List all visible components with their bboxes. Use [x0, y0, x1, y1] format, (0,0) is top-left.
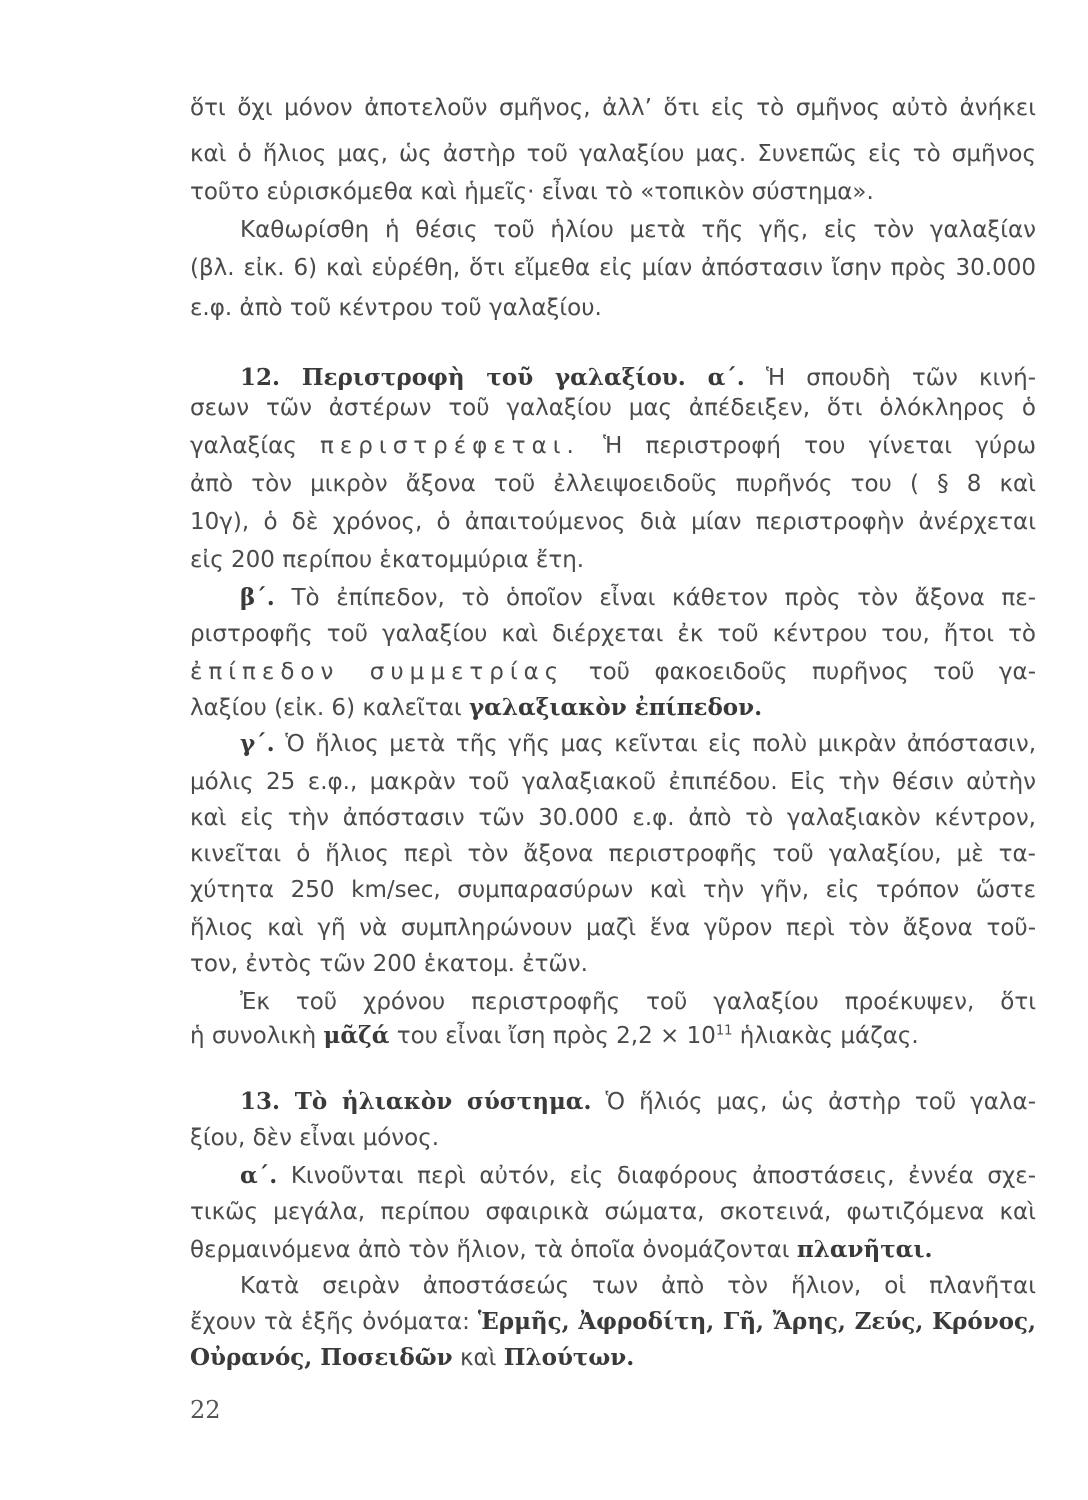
- text-line: ἡ συνολικὴ μᾶζά του εἶναι ἴση πρὸς $2,2 \times 10^{11}$ ἡλιακὰς μάζας.: [190, 1022, 919, 1049]
- text-line: καὶ ὁ ἥλιος μας, ὡς ἀστὴρ τοῦ γαλαξίου μας. Συνεπῶς εἰς τὸ σμῆνος: [190, 141, 1036, 167]
- text-line: κινεῖται ὁ ἥλιος περὶ τὸν ἄξονα περιστροφῆς τοῦ γαλαξίου, μὲ τα-: [190, 841, 1036, 867]
- text-line: ἀπὸ τὸν μικρὸν ἄξονα τοῦ ἐλλειψοειδοῦς πυρῆνός του ( § 8 καὶ: [190, 471, 1036, 497]
- text-line: ὅτι ὄχι μόνον ἀποτελοῦν σμῆνος, ἀλλ’ ὅτι εἰς τὸ σμῆνος αὐτὸ ἀνήκει: [190, 95, 1036, 121]
- text-line: β΄. Τὸ ἐπίπεδον, τὸ ὁποῖον εἶναι κάθετον πρὸς τὸν ἄξονα πε-: [240, 584, 1037, 611]
- section-13-heading: 13. Τὸ ἡλιακὸν σύστημα.: [240, 1088, 592, 1115]
- text-line: γ΄. Ὁ ἥλιος μετὰ τῆς γῆς μας κεῖνται εἰς πολὺ μικρὰν ἀπόστασιν,: [240, 730, 1036, 757]
- text-line: ξίου, δὲν εἶναι μόνος.: [190, 1125, 440, 1151]
- text-line: Οὐρανός, Ποσειδῶν καὶ Πλούτων.: [190, 1344, 635, 1371]
- text-line: τικῶς μεγάλα, περίπου σφαιρικὰ σώματα, σκοτεινά, φωτιζόμενα καὶ: [190, 1199, 1036, 1225]
- spaced-term: ἐπίπεδον συμμετρίας: [190, 659, 565, 685]
- text-line: ριστροφῆς τοῦ γαλαξίου καὶ διέρχεται ἐκ τοῦ κέντρου του, ἤτοι τὸ: [190, 621, 1036, 647]
- exponent: 11: [715, 1023, 733, 1039]
- text-line: μόλις 25 ε.φ., μακρὰν τοῦ γαλαξιακοῦ ἐπιπέδου. Εἰς τὴν θέσιν αὐτὴν: [190, 769, 1036, 795]
- text-line: τον, ἐντὸς τῶν 200 ἑκατομ. ἐτῶν.: [190, 951, 588, 977]
- item-label-c: γ΄.: [240, 730, 275, 757]
- section-13-line: 13. Τὸ ἡλιακὸν σύστημα. Ὁ ἥλιός μας, ὡς ἀστὴρ τοῦ γαλα-: [240, 1088, 1037, 1115]
- text-line: θερμαινόμενα ἀπὸ τὸν ἥλιον, τὰ ὁποῖα ὀνομάζονται πλανῆται.: [190, 1236, 933, 1263]
- bold-term: πλανῆται.: [796, 1236, 933, 1263]
- text-line: εἰς 200 περίπου ἑκατομμύρια ἔτη.: [190, 547, 585, 573]
- text-line: (βλ. εἰκ. 6) καὶ εὑρέθη, ὅτι εἴμεθα εἰς μίαν ἀπόστασιν ἴσην πρὸς 30.000: [190, 255, 1036, 281]
- text-line: 10γ), ὁ δὲ χρόνος, ὁ ἀπαιτούμενος διὰ μίαν περιστροφὴν ἀνέρχεται: [190, 509, 1036, 535]
- bold-term: μᾶζά: [323, 1022, 390, 1049]
- planet-names: Οὐρανός, Ποσειδῶν: [190, 1344, 453, 1371]
- text-line: ἔχουν τὰ ἑξῆς ὀνόματα: Ἑρμῆς, Ἀφροδίτη, Γῆ, Ἄρης, Ζεύς, Κρόνος,: [190, 1308, 1037, 1335]
- planet-names: Ἑρμῆς, Ἀφροδίτη, Γῆ, Ἄρης, Ζεύς, Κρόνος,: [477, 1308, 1037, 1335]
- text-line: καὶ εἰς τὴν ἀπόστασιν τῶν 30.000 ε.φ. ἀπὸ τὸ γαλαξιακὸν κέντρον,: [190, 805, 1036, 831]
- text-line: ε.φ. ἀπὸ τοῦ κέντρου τοῦ γαλαξίου.: [190, 295, 602, 321]
- planet-names: Πλούτων.: [503, 1344, 635, 1371]
- section-12-heading: 12. Περιστροφὴ τοῦ γαλαξίου. α΄.: [240, 364, 745, 391]
- text-line: α΄. Κινοῦνται περὶ αὐτόν, εἰς διαφόρους ἀποστάσεις, ἐννέα σχε-: [240, 1162, 1037, 1189]
- text-line: σεων τῶν ἀστέρων τοῦ γαλαξίου μας ἀπέδειξεν, ὅτι ὁλόκληρος ὁ: [190, 395, 1036, 421]
- text-line: Ἐκ τοῦ χρόνου περιστροφῆς τοῦ γαλαξίου προέκυψεν, ὅτι: [240, 989, 1036, 1015]
- text-line: ἐπίπεδον συμμετρίας τοῦ φακοειδοῦς πυρῆνος τοῦ γα-: [190, 659, 1037, 685]
- section-12-line: 12. Περιστροφὴ τοῦ γαλαξίου. α΄. Ἡ σπουδὴ τῶν κινή-: [240, 364, 1037, 391]
- text-line: χύτητα 250 km/sec, συμπαρασύρων καὶ τὴν γῆν, εἰς τρόπον ὥστε: [190, 877, 1036, 903]
- page-number: 22: [190, 1396, 221, 1424]
- item-label-a: α΄.: [240, 1162, 278, 1189]
- text-line: τοῦτο εὑρισκόμεθα καὶ ἡμεῖς· εἶναι τὸ «τοπικὸν σύστημα».: [190, 179, 874, 205]
- spaced-term: περιστρέφεται.: [320, 433, 580, 459]
- text-line: Καθωρίσθη ἡ θέσις τοῦ ἡλίου μετὰ τῆς γῆς, εἰς τὸν γαλαξίαν: [240, 217, 1036, 243]
- bold-term: γαλαξιακὸν ἐπίπεδον.: [469, 694, 763, 721]
- text-line: λαξίου (εἰκ. 6) καλεῖται γαλαξιακὸν ἐπίπεδον.: [190, 694, 763, 721]
- text-line: ἥλιος καὶ γῆ νὰ συμπληρώνουν μαζὶ ἕνα γῦρον περὶ τὸν ἄξονα τοῦ-: [190, 915, 1036, 941]
- text-line: γαλαξίας περιστρέφεται. Ἡ περιστροφή του γίνεται γύρω: [190, 433, 1037, 459]
- text-line: Κατὰ σειρὰν ἀποστάσεώς των ἀπὸ τὸν ἥλιον, οἱ πλανῆται: [240, 1273, 1036, 1299]
- item-label-b: β΄.: [240, 584, 275, 611]
